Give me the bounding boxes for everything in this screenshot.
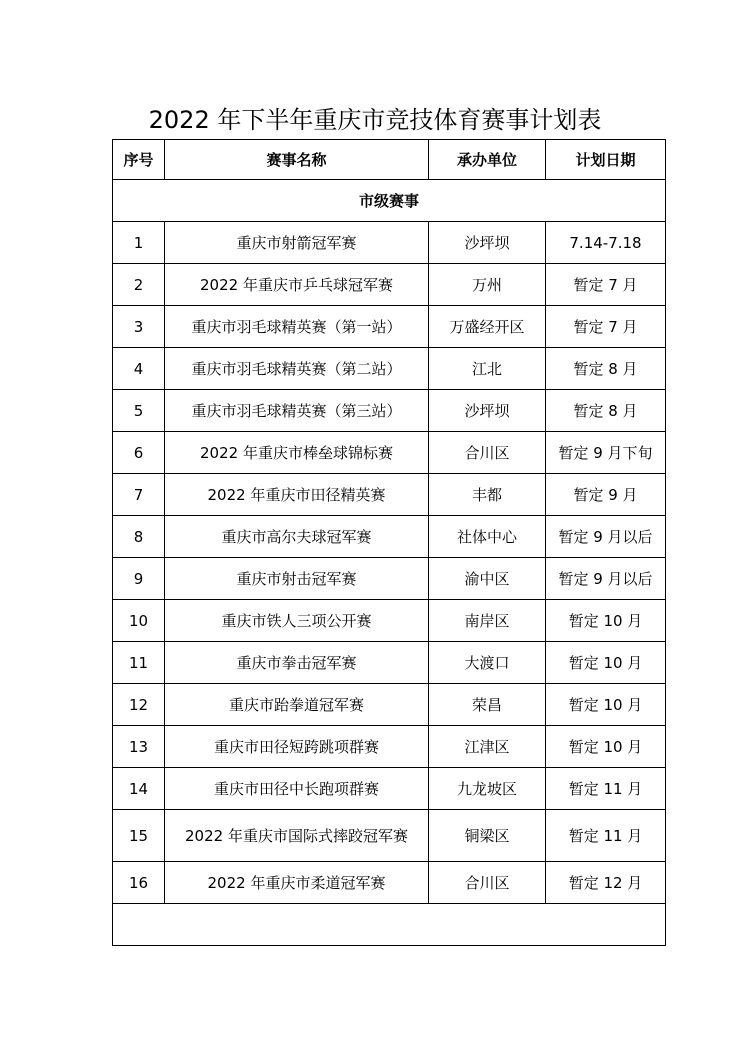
row-organizer: 丰都	[429, 474, 546, 516]
row-event-name: 重庆市羽毛球精英赛（第二站）	[165, 348, 429, 390]
row-index: 1	[113, 222, 165, 264]
table-row	[113, 558, 666, 600]
row-organizer: 大渡口	[429, 642, 546, 684]
row-event-name: 2022 年重庆市棒垒球锦标赛	[165, 432, 429, 474]
row-organizer: 合川区	[429, 862, 546, 904]
row-organizer: 万盛经开区	[429, 306, 546, 348]
row-organizer: 合川区	[429, 432, 546, 474]
table-row	[113, 516, 666, 558]
row-date: 暂定 9 月以后	[546, 516, 666, 558]
row-date: 暂定 9 月以后	[546, 558, 666, 600]
row-date: 暂定 11 月	[546, 810, 666, 862]
row-organizer: 南岸区	[429, 600, 546, 642]
table-row	[113, 222, 666, 264]
row-date: 暂定 11 月	[546, 768, 666, 810]
table-row	[113, 306, 666, 348]
document-title: 2022 年下半年重庆市竞技体育赛事计划表	[148, 106, 602, 134]
row-index: 13	[113, 726, 165, 768]
table-row	[113, 726, 666, 768]
row-event-name: 重庆市射击冠军赛	[165, 558, 429, 600]
row-index: 14	[113, 768, 165, 810]
row-organizer: 万州	[429, 264, 546, 306]
row-date: 暂定 9 月	[546, 474, 666, 516]
row-index: 3	[113, 306, 165, 348]
table-row	[113, 264, 666, 306]
row-date: 暂定 10 月	[546, 642, 666, 684]
row-event-name: 重庆市田径中长跑项群赛	[165, 768, 429, 810]
blank-row	[113, 904, 666, 946]
row-date: 暂定 8 月	[546, 390, 666, 432]
row-index: 11	[113, 642, 165, 684]
row-index: 10	[113, 600, 165, 642]
header-planned-date: 计划日期	[546, 140, 666, 180]
row-index: 4	[113, 348, 165, 390]
row-organizer: 渝中区	[429, 558, 546, 600]
row-organizer: 江北	[429, 348, 546, 390]
row-date: 暂定 10 月	[546, 600, 666, 642]
row-event-name: 重庆市跆拳道冠军赛	[165, 684, 429, 726]
row-organizer: 社体中心	[429, 516, 546, 558]
row-date: 暂定 7 月	[546, 264, 666, 306]
table-row	[113, 390, 666, 432]
row-organizer: 江津区	[429, 726, 546, 768]
row-event-name: 重庆市拳击冠军赛	[165, 642, 429, 684]
table-header-row	[113, 140, 666, 180]
row-index: 5	[113, 390, 165, 432]
header-event-name: 赛事名称	[165, 140, 429, 180]
header-organizer: 承办单位	[429, 140, 546, 180]
row-index: 7	[113, 474, 165, 516]
table-row	[113, 474, 666, 516]
row-organizer: 九龙坡区	[429, 768, 546, 810]
row-event-name: 2022 年重庆市田径精英赛	[165, 474, 429, 516]
section-row	[113, 180, 666, 222]
row-date: 暂定 8 月	[546, 348, 666, 390]
row-index: 12	[113, 684, 165, 726]
row-date: 暂定 12 月	[546, 862, 666, 904]
table-row	[113, 432, 666, 474]
row-date: 暂定 9 月下旬	[546, 432, 666, 474]
row-index: 16	[113, 862, 165, 904]
row-date: 暂定 10 月	[546, 726, 666, 768]
table-row	[113, 642, 666, 684]
row-event-name: 2022 年重庆市乒乓球冠军赛	[165, 264, 429, 306]
table-row	[113, 684, 666, 726]
row-event-name: 重庆市羽毛球精英赛（第一站）	[165, 306, 429, 348]
row-index: 6	[113, 432, 165, 474]
section-label: 市级赛事	[113, 180, 666, 222]
row-event-name: 重庆市高尔夫球冠军赛	[165, 516, 429, 558]
row-index: 2	[113, 264, 165, 306]
blank-cell	[113, 904, 666, 946]
row-date: 7.14-7.18	[546, 222, 666, 264]
row-date: 暂定 10 月	[546, 684, 666, 726]
row-index: 8	[113, 516, 165, 558]
row-organizer: 沙坪坝	[429, 222, 546, 264]
table-row	[113, 810, 666, 862]
table-row	[113, 600, 666, 642]
row-organizer: 铜梁区	[429, 810, 546, 862]
table-row	[113, 768, 666, 810]
row-organizer: 荣昌	[429, 684, 546, 726]
row-event-name: 重庆市铁人三项公开赛	[165, 600, 429, 642]
row-event-name: 2022 年重庆市柔道冠军赛	[165, 862, 429, 904]
row-event-name: 2022 年重庆市国际式摔跤冠军赛	[165, 810, 429, 862]
event-plan-table	[112, 139, 666, 946]
row-index: 9	[113, 558, 165, 600]
table-row	[113, 862, 666, 904]
row-date: 暂定 7 月	[546, 306, 666, 348]
row-event-name: 重庆市射箭冠军赛	[165, 222, 429, 264]
row-organizer: 沙坪坝	[429, 390, 546, 432]
table-row	[113, 348, 666, 390]
row-event-name: 重庆市羽毛球精英赛（第三站）	[165, 390, 429, 432]
row-index: 15	[113, 810, 165, 862]
row-event-name: 重庆市田径短跨跳项群赛	[165, 726, 429, 768]
header-index: 序号	[113, 140, 165, 180]
